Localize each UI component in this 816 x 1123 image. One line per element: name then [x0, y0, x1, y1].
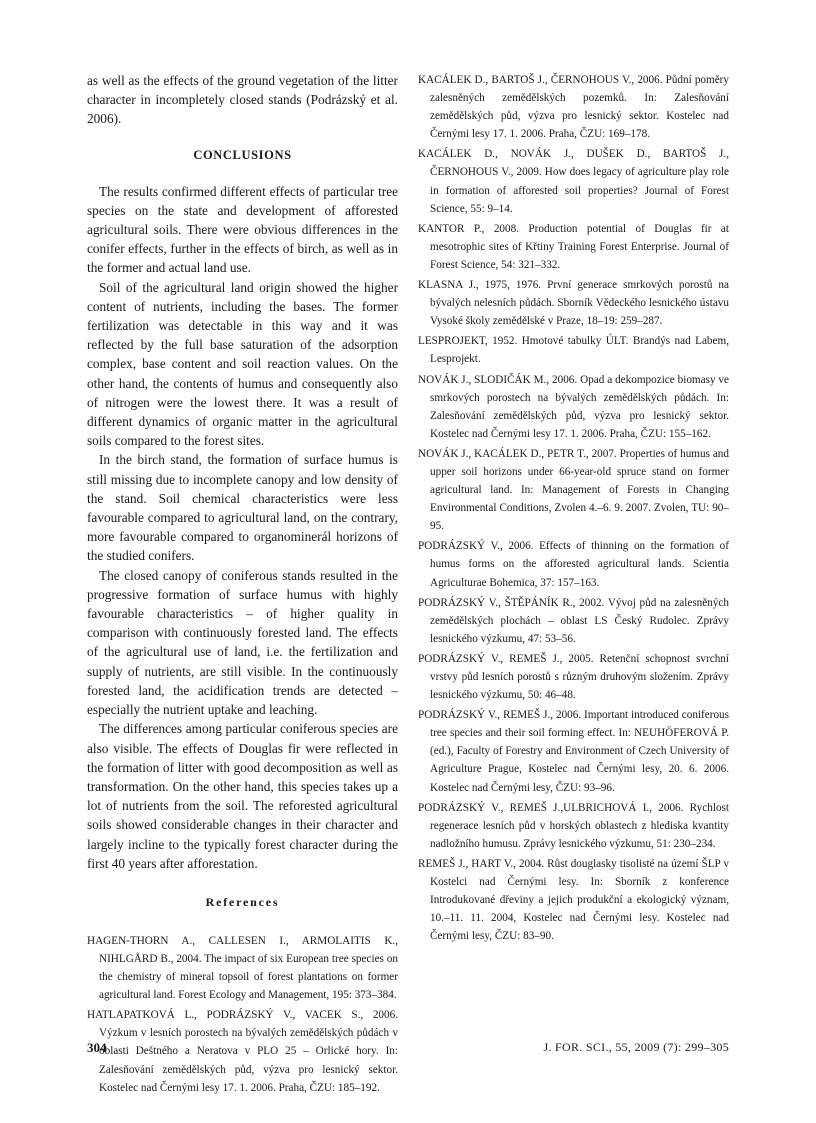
right-column	[418, 71, 729, 947]
reference-item: PODRÁZSKÝ V., REMEŠ J.,ULBRICHOVÁ I., 2006. Rychlost regenerace lesních půd v horských oblastech z hlediska kvantity nadložního humusu. Zprávy lesnického výzkumu, 51: 230–234.	[418, 801, 729, 850]
reference-item: NOVÁK J., KACÁLEK D., PETR T., 2007. Properties of humus and upper soil horizons under 66-year-old spruce stand on former agricultural land. In: Management of Forests in Changing Environmental Conditions, Zvolen 4.–6. 9. 2007. Zvolen, TU: 90–95.	[418, 447, 729, 533]
references-list-right	[418, 71, 729, 945]
reference-item: LESPROJEKT, 1952. Hmotové tabulky ÚLT. Brandýs nad Labem, Lesprojekt.	[418, 335, 729, 366]
reference-item: NOVÁK J., SLODIČÁK M., 2006. Opad a dekompozice biomasy ve smrkových porostech na bývalých zemědělských půdách. In: Zalesňování zemědělských půd, výzva pro lesnický sektor. Kostelec nad Černými lesy 17. 1. 2006. Praha, ČZU: 155–162.	[418, 373, 729, 440]
reference-item: PODRÁZSKÝ V., 2006. Effects of thinning on the formation of humus forms on the afforested agricultural lands. Scientia Agriculturae Bohemica, 37: 157–163.	[418, 540, 729, 589]
reference-item: HATLAPATKOVÁ L., PODRÁZSKÝ V., VACEK S., 2006. Výzkum v lesních porostech na bývalých zemědělských půdách v oblasti Deštného a Neratova v PLO 25 – Orlické hory. In: Zalesňování zemědělských půd, výzva pro lesnický sektor. Kostelec nad Černými lesy 17. 1. 2006. Praha, ČZU: 185–192.	[87, 1009, 398, 1094]
conclusion-paragraph-1: The results confirmed different effects of particular tree species on the state and development of afforested agricultural soils. There were obvious differences in the conifer effects, further in the effects of birch, as well as in the former and actual land use.	[87, 183, 398, 276]
conclusions-body	[87, 182, 398, 873]
reference-item: KACÁLEK D., BARTOŠ J., ČERNOHOUS V., 2006. Půdní poměry zalesněných zemědělských pozemků. In: Zalesňování zemědělských půd, výzva pro lesnický sektor. Kostelec nad Černými lesy 17. 1. 2006. Praha, ČZU: 169–178.	[418, 74, 729, 141]
references-heading: References	[205, 894, 280, 909]
reference-item: KANTOR P., 2008. Production potential of Douglas fir at mesotrophic sites of Křtiny Training Forest Enterprise. Journal of Forest Science, 54: 321–332.	[418, 222, 729, 271]
reference-item: KACÁLEK D., NOVÁK J., DUŠEK D., BARTOŠ J., ČERNOHOUS V., 2009. How does legacy of agriculture play role in formation of afforested soil properties? Journal of Forest Science, 55: 9–14.	[418, 148, 729, 215]
reference-item: KLASNA J., 1975, 1976. První generace smrkových porostů na bývalých nelesních půdách. Sborník Vědeckého lesnického ústavu Vysoké školy zemědělské v Praze, 18–19: 259–287.	[418, 279, 729, 328]
references-list-left	[87, 932, 398, 1097]
reference-item: HAGEN-THORN A., CALLESEN I., ARMOLAITIS K., NIHLGÅRD B., 2004. The impact of six European tree species on the chemistry of mineral topsoil of forest plantations on former agricultural land. Forest Ecology and Management, 195: 373–384.	[87, 934, 398, 1002]
reference-item: REMEŠ J., HART V., 2004. Růst douglasky tisolisté na území ŠLP v Kostelci nad Černými lesy. In: Sborník z konference Introdukované dřeviny a jejich produkční a ekologický význam, 10.–11. 11. 2004, Kostelec nad Černými lesy. Kostelec nad Černými lesy, ČZU: 83–90.	[418, 857, 729, 943]
conclusions-heading: CONCLUSIONS	[193, 147, 292, 162]
journal-citation: J. FOR. SCI., 55, 2009 (7): 299–305	[543, 1040, 729, 1054]
conclusion-paragraph-5: The differences among particular coniferous species are also visible. The effects of Douglas fir were reflected in the formation of litter with good decomposition as well as transformation. On the other hand, this species takes up a lot of nutrients from the soil. The reforested agricultural soils showed considerable changes in their character and largely incline to the typically forest character during the first 40 years after afforestation.	[87, 721, 398, 871]
conclusion-paragraph-3: In the birch stand, the formation of surface humus is still missing due to incomplete canopy and low density of the stand. Soil chemical characteristics were less favourable compared to agricultural land, on the contrary, more favourable compared to organominerál horizons of the studied conifers.	[87, 452, 398, 564]
reference-item: PODRÁZSKÝ V., ŠTĚPÁNÍK R., 2002. Vývoj půd na zalesněných zemědělských plochách – oblast LS Český Rudolec. Zprávy lesnického výzkumu, 47: 53–56.	[418, 596, 729, 645]
intro-paragraph: as well as the effects of the ground vegetation of the litter character in incompletely closed stands (Podrázský et al. 2006).	[87, 73, 398, 127]
reference-item: PODRÁZSKÝ V., REMEŠ J., 2005. Retenční schopnost svrchní vrstvy půd lesních porostů s různým druhovým složením. Zprávy lesnického výzkumu, 50: 46–48.	[418, 652, 729, 702]
conclusion-paragraph-2: Soil of the agricultural land origin showed the higher content of nutrients, including the bases. The former fertilization was detectable in this way and it was reflected by the full base saturation of the adsorption complex, base content and soil reaction values. On the other hand, the contents of humus and consequently also of nitrogen were the lowest there. It was a result of different dynamics of organic matter in the agricultural soils compared to the forest sites.	[87, 279, 398, 449]
page-number: 304	[87, 1040, 107, 1055]
conclusion-paragraph-4: The closed canopy of coniferous stands resulted in the progressive formation of surface humus with highly favourable characteristics – of higher quality in comparison with continuously forested land. The effects of the agricultural use of land, i.e. the fertilization and supply of nutrients, are still visible. In the continuously forested land, the acidification trends are detected – especially the nutrient uptake and leaching.	[87, 567, 398, 718]
left-column	[87, 71, 398, 1099]
reference-item: PODRÁZSKÝ V., REMEŠ J., 2006. Important introduced coniferous tree species and their soil forming effect. In: NEUHÖFEROVÁ P. (ed.), Faculty of Forestry and Environment of Czech University of Agriculture Prague, Kostelec nad Černými lesy, 20. 6. 2006. Kostelec nad Černými lesy, ČZU: 93–96.	[418, 709, 729, 794]
